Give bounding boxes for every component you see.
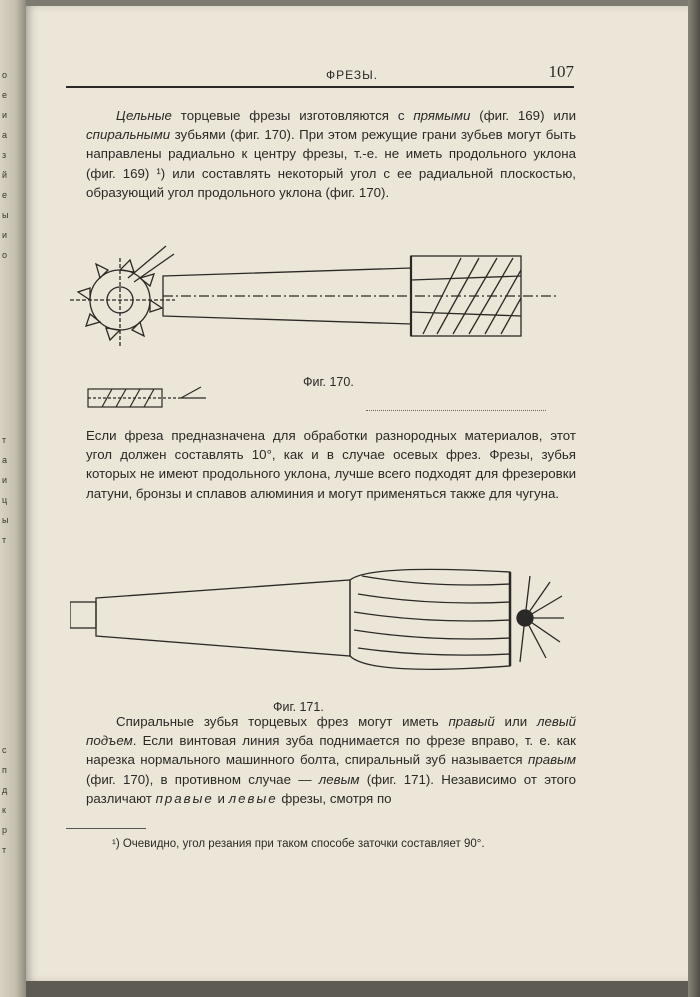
figure-171-caption: Фиг. 171. (273, 699, 324, 714)
facing-page-fragment: а (2, 130, 8, 140)
paragraph-materials: Если фреза предназначена для обработки разнородных материалов, этот угол должен составлять 10°, как и в случае осевых фрез. Фрезы, зубья которых не имеют продольного уклона, лучше всего подходят для фрезеровки латуни, бронзы и сплавов алюминия и могут применяться также для чугуна. (86, 428, 576, 501)
facing-page-fragment: т (2, 435, 7, 445)
text-run: . Если винтовая линия зуба поднимается по фрезе вправо, т. е. как нарезка нормального машинного болта, спиральный зуб называется (86, 733, 576, 768)
text-run: или (494, 714, 537, 729)
page-bottom-edge (26, 981, 688, 997)
figure-171-illustration (70, 554, 570, 684)
text-run: (фиг. 170), в противном случае — (86, 771, 319, 787)
figure-170-caption: Фиг. 170. (303, 374, 354, 389)
emphasis-term: Цельные (116, 108, 172, 123)
emphasis-term: правым (528, 752, 576, 768)
figure-170-detail (86, 381, 226, 413)
facing-page-fragment: и (2, 475, 8, 485)
section-divider (366, 410, 546, 411)
emphasis-term: правые (155, 790, 214, 806)
emphasis-term: левым (318, 771, 360, 787)
facing-page-fragment: с (2, 745, 7, 755)
text-run: зубьями (фиг. 170). При этом режущие грани зубьев могут быть направлены радиально к центру фрезы, т.-е. не иметь продольного уклона (фиг. 169) ¹) или составлять некоторый угол с ее радиальной плоскостью, образующий угол продольного уклона (фиг. 170). (86, 127, 576, 200)
facing-page-edge (0, 0, 26, 997)
facing-page-fragment: и (2, 110, 8, 120)
facing-page-fragment: и (2, 230, 8, 240)
emphasis-term: прямыми (413, 108, 471, 123)
emphasis-term: правый (448, 714, 495, 729)
text-run: (фиг. 169) или (470, 108, 576, 123)
running-head: ФРЕЗЫ. (326, 68, 379, 82)
facing-page-fragment: ц (2, 495, 8, 505)
book-right-edge (688, 0, 700, 997)
facing-page-fragment: о (2, 250, 8, 260)
facing-page-fragment: й (2, 170, 8, 180)
facing-page-fragment: е (2, 90, 8, 100)
facing-page-fragment: з (2, 150, 7, 160)
facing-page-fragment: т (2, 535, 7, 545)
text-run: Спиральные зубья торцевых фрез могут иметь (116, 714, 449, 729)
text-run: торцевые фрезы изготовляются с (171, 108, 414, 123)
facing-page-fragment: а (2, 455, 8, 465)
figure-170-side-view (161, 246, 561, 346)
facing-page-fragment: е (2, 190, 8, 200)
footnote: ¹) Очевидно, угол резания при таком способе заточки составляет 90°. (112, 838, 485, 850)
facing-page-fragment: ы (2, 210, 9, 220)
facing-page-fragment: д (2, 785, 8, 795)
page-number: 107 (548, 62, 574, 81)
text-run: и (213, 790, 229, 806)
emphasis-term: спиральными (86, 127, 171, 143)
text-run: (фиг. 171). Независимо от этого различают (86, 771, 576, 806)
facing-page-fragment: о (2, 70, 8, 80)
book-page (26, 6, 688, 981)
facing-page-fragment: п (2, 765, 7, 775)
paragraph-spiral-teeth (86, 712, 576, 808)
emphasis-term: левые (228, 790, 278, 806)
facing-page-fragment: к (2, 805, 6, 815)
text-run: фрезы, смотря по (277, 790, 392, 806)
facing-page-fragment: р (2, 825, 8, 835)
facing-page-fragment: т (2, 845, 7, 855)
footnote-divider (66, 828, 146, 829)
paragraph-end-mills (86, 106, 576, 202)
facing-page-fragment: ы (2, 515, 9, 525)
emphasis-term: левый подъем (86, 714, 576, 749)
page-header (66, 60, 574, 88)
